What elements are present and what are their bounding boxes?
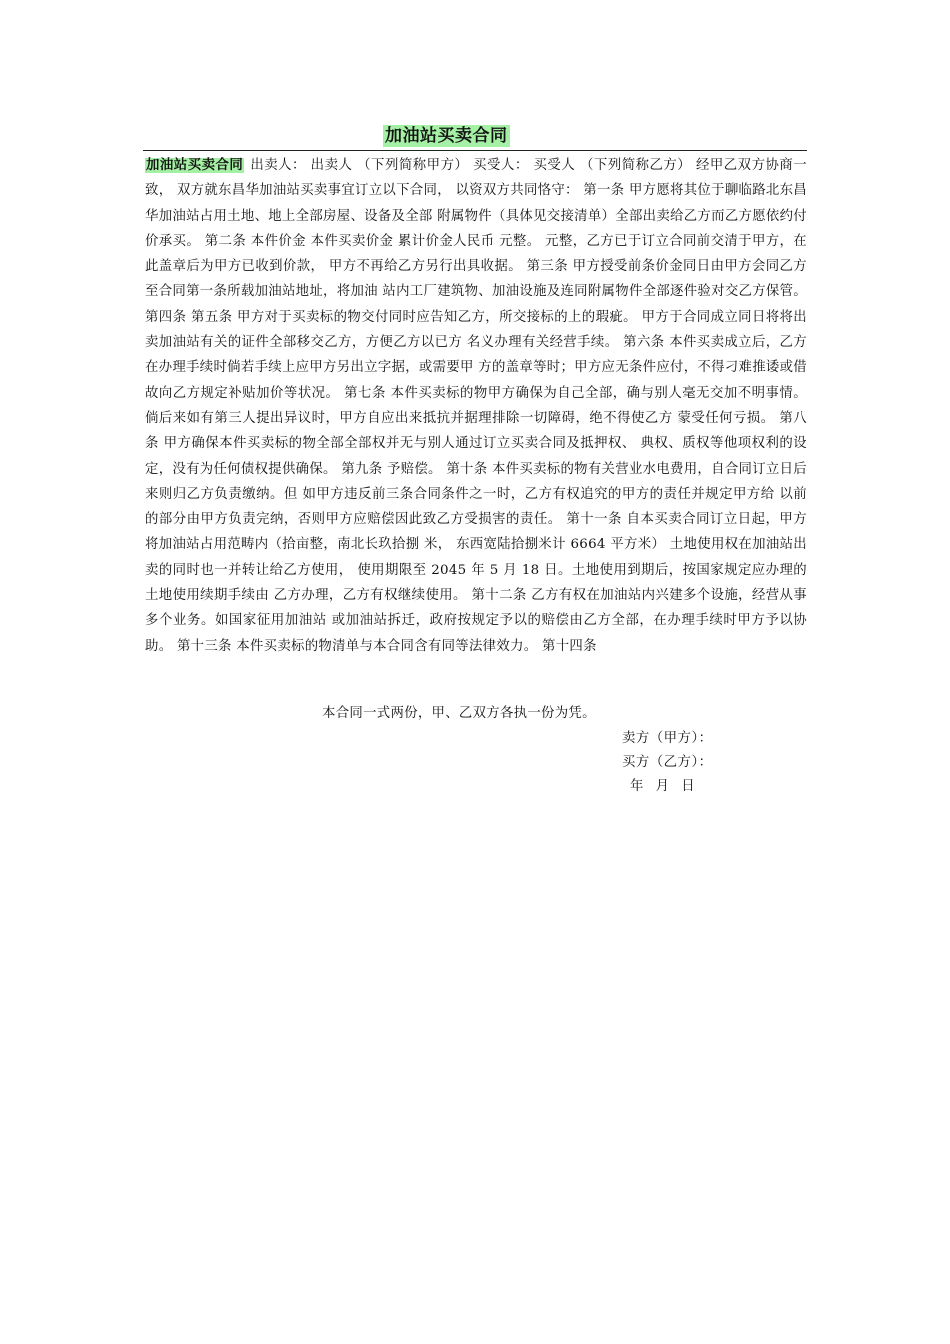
closing-line: 本合同一式两份，甲、乙双方各执一份为凭。 [322, 706, 596, 721]
buyer-signature: 买方（乙方）： [622, 755, 713, 770]
contract-body [145, 153, 807, 659]
inline-title: 加油站买卖合同 [146, 158, 244, 173]
contract-text: 出卖人： 出卖人 （下列简称甲方） 买受人： 买受人 （下列简称乙方） 经甲乙双方协商一致， 双方就东昌华加油站买卖事宜订立以下合同， 以资双方共同恪守： 第一条 甲方愿将其位于聊临路北东昌华加油站占用土地、地上全部房屋、设备及全部 附属物件（具体见交接清单）全部出卖给乙方而乙方愿依约付价承买。 第二条 本件价金 本件买卖价金 累计价金人民币 元整。 元整，乙方已于订立合同前交清于甲方，在此盖章后为甲方已收到价款， 甲方不再给乙方另行出具收据。 第三条 甲方授受前条价金同日由甲方会同乙方至合同第一条所载加油站地址，将加油 站内工厂建筑物、加油设施及连同附属物件全部逐件验对交乙方保管。 第四条 第五条 甲方对于买卖标的物交付同时应告知乙方，所交接标的上的瑕疵。 甲方于合同成立同日将将出卖加油站有关的证件全部移交乙方，方便乙方以已方 名义办理有关经营手续。 第六条 本件买卖成立后，乙方在办理手续时倘若手续上应甲方另出立字据，或需要甲 方的盖章等时；甲方应无条件应付，不得刁难推诿或借故向乙方规定补贴加价等状况。 第七条 本件买卖标的物甲方确保为自己全部，确与别人毫无交加不明事情。 倘后来如有第三人提出异议时，甲方自应出来抵抗并据理排除一切障碍，绝不得使乙方 蒙受任何亏损。 第八条 甲方确保本件买卖标的物全部全部权并无与别人通过订立买卖合同及抵押权、 典权、质权等他项权利的设定，没有为任何债权提供确保。 第九条 予赔偿。 第十条 本件买卖标的物有关营业水电费用，自合同订立日后来则归乙方负责缴纳。但 如甲方违反前三条合同条件之一时，乙方有权追究的甲方的责任并规定甲方给 以前的部分由甲方负责完纳，否则甲方应赔偿因此致乙方受损害的责任。 第十一条 自本买卖合同订立日起，甲方将加油站占用范畴内（拾亩整，南北长玖拾捌 米， 东西宽陆拾捌米计 6664 平方米） 土地使用权在加油站出卖的同时也一并转让给乙方使用， 使用期限至 2045 年 5 月 18 日。土地使用到期后，按国家规定应办理的土地使用续期手续由 乙方办理，乙方有权继续使用。 第十二条 乙方有权在加油站内兴建多个设施，经营从事多个业务。如国家征用加油站 或加油站拆迁，政府按规定予以的赔偿由乙方全部，在办理手续时甲方予以协助。 第十三条 本件买卖标的物清单与本合同含有同等法律效力。 第十四条 [145, 158, 807, 654]
title-bar [143, 124, 807, 151]
signature-date: 年 月 日 [630, 779, 699, 794]
document-title: 加油站买卖合同 [385, 126, 508, 146]
seller-signature: 卖方（甲方）： [622, 731, 713, 746]
